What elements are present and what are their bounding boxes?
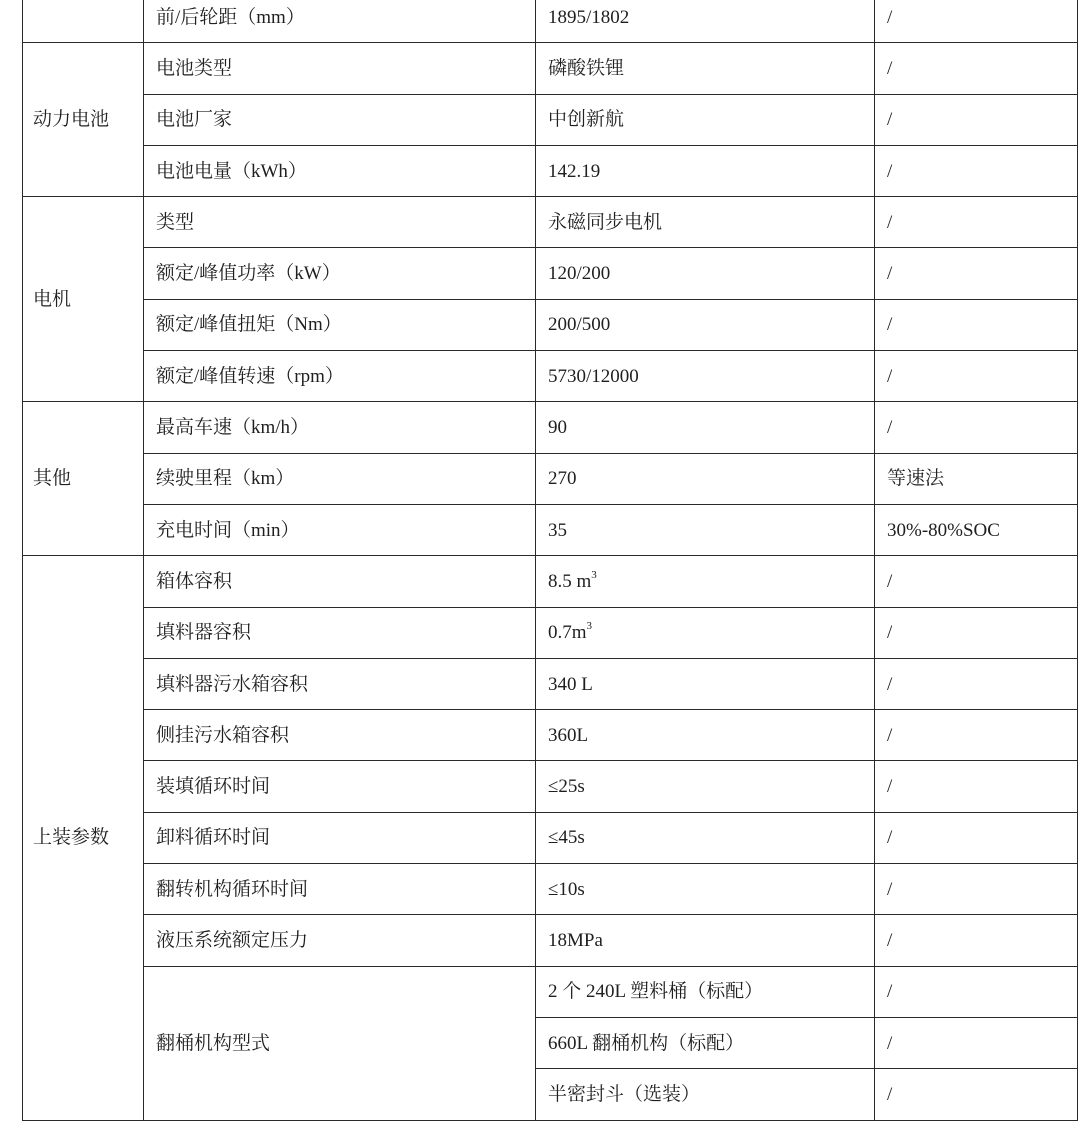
value-cell: 660L 翻桶机构（标配） [536, 1017, 875, 1068]
table-row [23, 710, 1078, 761]
table-row [23, 453, 1078, 504]
table-row [23, 864, 1078, 915]
note-cell: / [875, 299, 1078, 350]
note-cell: / [875, 197, 1078, 248]
table-row [23, 658, 1078, 709]
group-cell [23, 0, 144, 43]
value-cell: 270 [536, 453, 875, 504]
note-cell: / [875, 761, 1078, 812]
param-cell: 前/后轮距（mm） [144, 0, 536, 43]
value-cell: 35 [536, 504, 875, 555]
table-row [23, 556, 1078, 607]
table-row [23, 351, 1078, 402]
note-cell: 等速法 [875, 453, 1078, 504]
param-cell: 最高车速（km/h） [144, 402, 536, 453]
note-cell: / [875, 1017, 1078, 1068]
note-cell: / [875, 710, 1078, 761]
note-cell: / [875, 915, 1078, 966]
table-row [23, 812, 1078, 863]
param-cell-bin-lifter: 翻桶机构型式 [144, 966, 536, 1120]
table-row [23, 197, 1078, 248]
param-cell: 液压系统额定压力 [144, 915, 536, 966]
note-cell: / [875, 0, 1078, 43]
value-cell: 磷酸铁锂 [536, 43, 875, 94]
value-cell: 18MPa [536, 915, 875, 966]
param-cell: 充电时间（min） [144, 504, 536, 555]
table-row [23, 966, 1078, 1017]
param-cell: 续驶里程（km） [144, 453, 536, 504]
note-cell: / [875, 248, 1078, 299]
value-cell: 360L [536, 710, 875, 761]
value-cell: 340 L [536, 658, 875, 709]
note-cell: / [875, 658, 1078, 709]
table-row [23, 0, 1078, 43]
group-cell-other: 其他 [23, 402, 144, 556]
value-cell: 200/500 [536, 299, 875, 350]
table-row [23, 915, 1078, 966]
param-cell: 电池类型 [144, 43, 536, 94]
param-cell: 额定/峰值转速（rpm） [144, 351, 536, 402]
value-text: 0.7m [548, 622, 587, 644]
table-row [23, 145, 1078, 196]
value-cell: 永磁同步电机 [536, 197, 875, 248]
param-cell: 卸料循环时间 [144, 812, 536, 863]
note-cell: / [875, 351, 1078, 402]
param-cell: 侧挂污水箱容积 [144, 710, 536, 761]
group-cell-body: 上装参数 [23, 556, 144, 1120]
value-cell: ≤25s [536, 761, 875, 812]
note-cell: / [875, 966, 1078, 1017]
note-cell: / [875, 1069, 1078, 1120]
param-cell: 箱体容积 [144, 556, 536, 607]
value-cell: 142.19 [536, 145, 875, 196]
value-cell: 2 个 240L 塑料桶（标配） [536, 966, 875, 1017]
value-cell: 中创新航 [536, 94, 875, 145]
param-cell: 电池厂家 [144, 94, 536, 145]
value-cell: 半密封斗（选装） [536, 1069, 875, 1120]
param-cell: 额定/峰值功率（kW） [144, 248, 536, 299]
group-cell-battery: 动力电池 [23, 43, 144, 197]
table-row [23, 94, 1078, 145]
table-row [23, 248, 1078, 299]
param-cell: 电池电量（kWh） [144, 145, 536, 196]
table-row [23, 761, 1078, 812]
param-cell: 翻转机构循环时间 [144, 864, 536, 915]
table-row [23, 43, 1078, 94]
value-cell: 90 [536, 402, 875, 453]
table-row [23, 607, 1078, 658]
note-cell: / [875, 607, 1078, 658]
param-cell: 装填循环时间 [144, 761, 536, 812]
spec-table [22, 0, 1078, 1121]
note-cell: / [875, 145, 1078, 196]
value-cell: 120/200 [536, 248, 875, 299]
value-cell [536, 556, 875, 607]
note-cell: / [875, 556, 1078, 607]
value-cell [536, 607, 875, 658]
note-cell: / [875, 812, 1078, 863]
note-cell: / [875, 94, 1078, 145]
table-row [23, 299, 1078, 350]
group-cell-motor: 电机 [23, 197, 144, 402]
value-cell: 5730/12000 [536, 351, 875, 402]
value-cell: 1895/1802 [536, 0, 875, 43]
param-cell: 类型 [144, 197, 536, 248]
value-text: 8.5 m [548, 570, 592, 592]
value-cell: ≤10s [536, 864, 875, 915]
note-cell: / [875, 864, 1078, 915]
value-cell: ≤45s [536, 812, 875, 863]
table-row [23, 402, 1078, 453]
note-cell: / [875, 402, 1078, 453]
param-cell: 额定/峰值扭矩（Nm） [144, 299, 536, 350]
value-superscript: 3 [586, 620, 593, 633]
param-cell: 填料器容积 [144, 607, 536, 658]
value-superscript: 3 [591, 568, 597, 581]
table-row [23, 504, 1078, 555]
note-cell: / [875, 43, 1078, 94]
note-cell: 30%-80%SOC [875, 504, 1078, 555]
param-cell: 填料器污水箱容积 [144, 658, 536, 709]
